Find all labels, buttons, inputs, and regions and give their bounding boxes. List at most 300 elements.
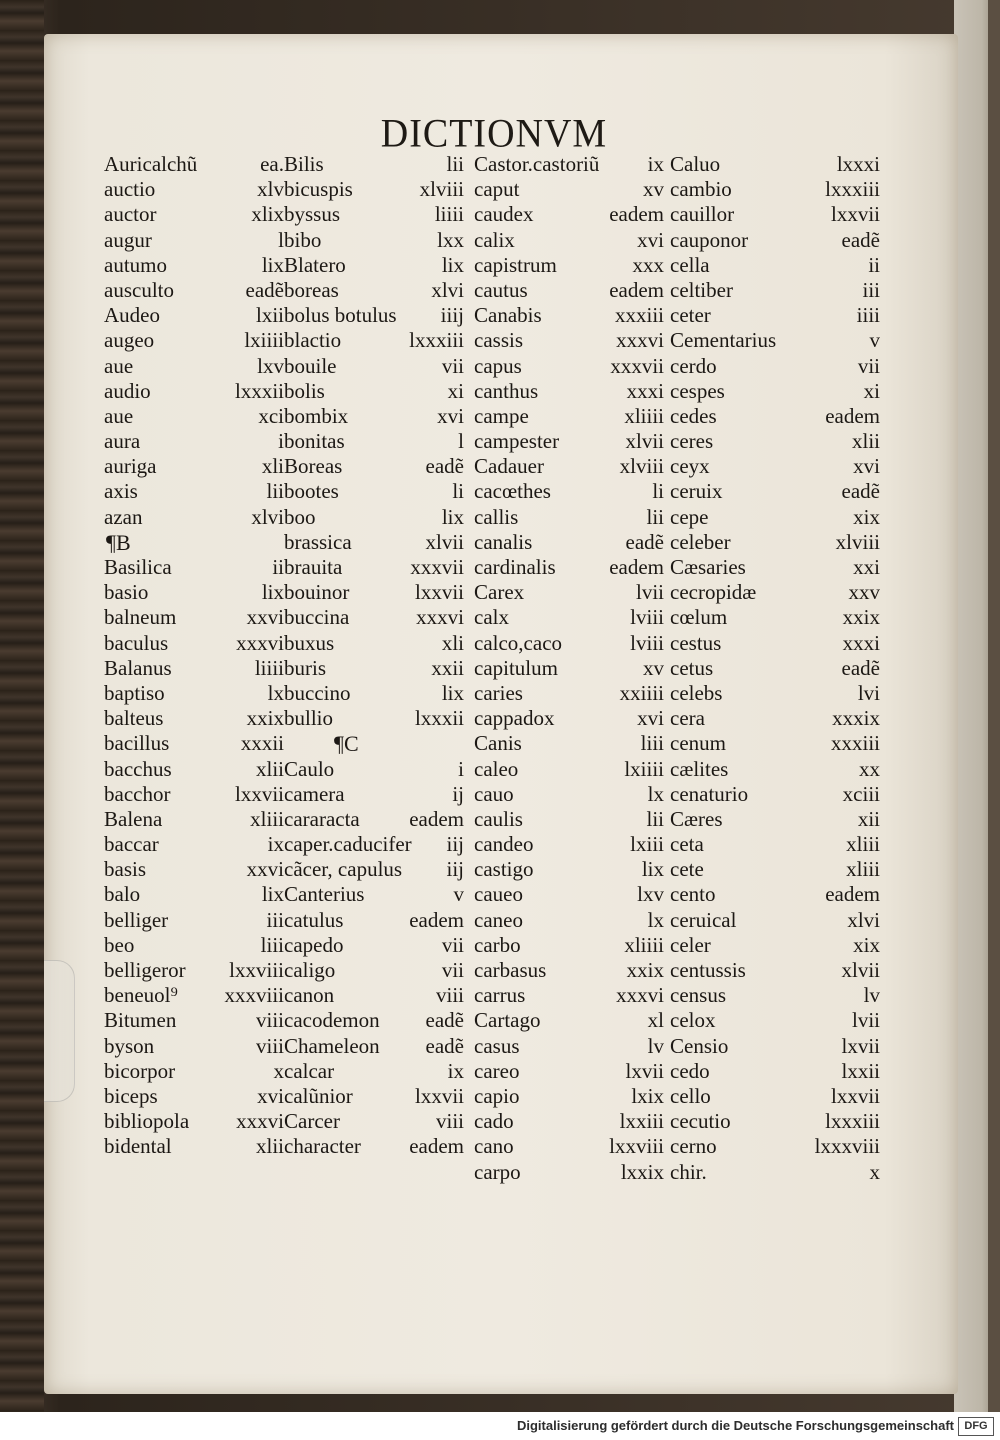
- entry-reference: viii: [435, 1109, 464, 1134]
- entry-reference: lxvii: [841, 1033, 880, 1058]
- entry-reference: l: [458, 429, 464, 454]
- entry-word: capus: [474, 353, 522, 378]
- entry-reference: xlii: [851, 429, 880, 454]
- index-entry: [670, 379, 880, 404]
- index-entry: [670, 328, 880, 353]
- entry-reference: xvi: [257, 1083, 284, 1108]
- entry-reference: eadem: [409, 907, 464, 932]
- entry-reference: lii: [446, 152, 464, 176]
- entry-reference: xxx: [632, 252, 664, 277]
- entry-reference: xliii: [846, 857, 880, 882]
- entry-reference: lxxix: [620, 1159, 664, 1184]
- entry-word: cœlum: [670, 605, 728, 630]
- index-entry: [474, 1109, 664, 1134]
- entry-reference: lix: [441, 252, 464, 277]
- entry-reference: lv: [647, 1033, 664, 1058]
- entry-word: beo: [104, 932, 135, 957]
- index-entry: [670, 782, 880, 807]
- entry-word: boreas: [284, 277, 339, 302]
- index-entry: [474, 958, 664, 983]
- entry-reference: xxvi: [246, 857, 284, 882]
- entry-reference: lxxvii: [830, 202, 880, 227]
- entry-word: capitulum: [474, 655, 558, 680]
- facing-page-edge: [954, 0, 1000, 1412]
- entry-reference: li: [452, 479, 464, 504]
- index-entry: [670, 530, 880, 555]
- index-entry: [104, 832, 284, 857]
- index-entry: [670, 354, 880, 379]
- index-entry: [284, 857, 464, 882]
- entry-reference: xix: [853, 504, 880, 529]
- entry-word: augur: [104, 227, 152, 252]
- entry-word: candeo: [474, 832, 534, 857]
- index-entry: [284, 706, 464, 731]
- entry-reference: xxix: [626, 958, 664, 982]
- entry-reference: vii: [441, 353, 464, 378]
- entry-reference: xl: [647, 1008, 664, 1033]
- entry-reference: iii: [862, 277, 880, 302]
- index-entry: [474, 807, 664, 832]
- index-entry: [670, 1134, 880, 1159]
- entry-word: brassica: [284, 529, 352, 554]
- entry-word: caper.caducifer: [284, 832, 412, 857]
- entry-word: caligo: [284, 958, 336, 982]
- index-entry: [104, 530, 284, 555]
- entry-word: balteus: [104, 706, 164, 731]
- index-entry: [104, 656, 284, 681]
- entry-word: Blatero: [284, 252, 346, 277]
- entry-word: auctor: [104, 202, 157, 227]
- index-entry: [670, 958, 880, 983]
- index-entry: [284, 454, 464, 479]
- entry-word: calũnior: [284, 1083, 353, 1108]
- index-entry: [284, 807, 464, 832]
- entry-reference: lv: [863, 983, 880, 1008]
- dfg-logo: DFG: [958, 1417, 994, 1436]
- index-entry: [284, 253, 464, 278]
- entry-reference: lvii: [635, 580, 664, 605]
- entry-word: ceruical: [670, 907, 737, 932]
- index-entry: [474, 782, 664, 807]
- entry-word: aue: [104, 403, 134, 428]
- entry-reference: lxxviii: [609, 1134, 664, 1159]
- entry-word: balo: [104, 882, 141, 907]
- entry-reference: lii: [646, 806, 664, 831]
- entry-reference: lxxiii: [619, 1109, 664, 1134]
- entry-word: biceps: [104, 1083, 158, 1108]
- entry-reference: xlvii: [425, 529, 464, 554]
- entry-reference: xxxix: [832, 706, 880, 731]
- index-entry: [104, 1059, 284, 1084]
- index-entry: [670, 807, 880, 832]
- entry-reference: eadem: [409, 1134, 464, 1159]
- index-columns: [104, 152, 884, 1232]
- entry-reference: xx: [859, 756, 880, 781]
- entry-reference: ij: [452, 781, 464, 806]
- entry-word: brauita: [284, 555, 343, 579]
- entry-reference: xi: [863, 378, 880, 403]
- entry-reference: li: [652, 479, 664, 504]
- entry-word: cerdo: [670, 353, 717, 378]
- entry-reference: xxxiii: [830, 731, 880, 756]
- index-entry: [104, 278, 284, 303]
- entry-word: Canis: [474, 731, 522, 756]
- entry-word: bolus botulus: [284, 303, 397, 328]
- entry-word: Bitumen: [104, 1008, 177, 1033]
- index-entry: [474, 1034, 664, 1059]
- entry-word: bidental: [104, 1134, 172, 1159]
- index-entry: [474, 580, 664, 605]
- entry-reference: xvi: [437, 403, 464, 428]
- entry-reference: xxxii: [240, 731, 284, 756]
- entry-word: bonitas: [284, 429, 345, 454]
- entry-reference: lxxvii: [414, 1083, 464, 1108]
- entry-reference: xlvi: [431, 277, 464, 302]
- index-entry: [284, 530, 464, 555]
- entry-word: bacchus: [104, 756, 172, 781]
- entry-word: cado: [474, 1109, 514, 1134]
- entry-reference: lx: [267, 680, 284, 705]
- index-entry: [670, 228, 880, 253]
- index-entry: [670, 253, 880, 278]
- entry-reference: liii: [260, 932, 284, 957]
- entry-reference: xxix: [842, 605, 880, 630]
- index-entry: [474, 656, 664, 681]
- entry-reference: xv: [643, 177, 664, 202]
- index-entry: [104, 1109, 284, 1134]
- index-entry: [104, 1034, 284, 1059]
- entry-word: campester: [474, 429, 560, 454]
- entry-reference: xxxiii: [614, 303, 664, 328]
- index-entry: [104, 882, 284, 907]
- entry-reference: lii: [266, 479, 284, 504]
- index-column-4: [670, 152, 880, 1185]
- index-entry: [670, 505, 880, 530]
- entry-word: centussis: [670, 958, 746, 982]
- entry-word: carbasus: [474, 958, 547, 982]
- entry-reference: lxiiii: [244, 328, 284, 353]
- entry-word: bacillus: [104, 731, 170, 756]
- index-entry: [474, 253, 664, 278]
- entry-word: buccino: [284, 680, 351, 705]
- entry-word: Cæsaries: [670, 555, 746, 579]
- entry-word: caudex: [474, 202, 534, 227]
- entry-word: baccar: [104, 832, 159, 857]
- entry-reference: xlv: [257, 177, 284, 202]
- entry-reference: xvi: [853, 454, 880, 479]
- entry-reference: xxvi: [246, 605, 284, 630]
- index-entry: [284, 983, 464, 1008]
- entry-word: Carcer: [284, 1109, 340, 1134]
- entry-word: ceres: [670, 429, 714, 454]
- entry-reference: xxxvi: [616, 983, 664, 1008]
- entry-reference: l: [278, 227, 284, 252]
- entry-word: capedo: [284, 932, 344, 957]
- entry-reference: xxxvi: [616, 328, 664, 353]
- entry-word: cauo: [474, 781, 514, 806]
- index-entry: [284, 782, 464, 807]
- entry-reference: vii: [441, 958, 464, 982]
- index-entry: [104, 505, 284, 530]
- index-entry: [670, 454, 880, 479]
- entry-reference: xxix: [246, 706, 284, 731]
- entry-word: byssus: [284, 202, 341, 227]
- entry-word: baptiso: [104, 680, 165, 705]
- entry-reference: lix: [261, 580, 284, 605]
- index-entry: [104, 1134, 284, 1159]
- index-entry: [284, 908, 464, 933]
- index-entry: [474, 1134, 664, 1159]
- entry-reference: xxxvi: [236, 1109, 284, 1134]
- index-entry: [104, 354, 284, 379]
- entry-reference: lxxvii: [234, 781, 284, 806]
- entry-word: basio: [104, 580, 149, 605]
- entry-word: azan: [104, 504, 143, 529]
- index-entry: [284, 404, 464, 429]
- index-entry: [670, 933, 880, 958]
- entry-word: castigo: [474, 857, 534, 882]
- index-entry: [284, 555, 464, 580]
- index-entry: [670, 656, 880, 681]
- entry-word: baculus: [104, 630, 169, 655]
- index-entry: [104, 908, 284, 933]
- index-entry: [474, 530, 664, 555]
- entry-word: bullio: [284, 706, 334, 731]
- entry-reference: eadẽ: [425, 1008, 464, 1033]
- entry-word: cecutio: [670, 1109, 731, 1134]
- entry-word: Cadauer: [474, 454, 544, 479]
- index-entry: [474, 832, 664, 857]
- entry-word: cedo: [670, 1058, 710, 1083]
- entry-reference: xvi: [637, 227, 664, 252]
- index-entry: [474, 1008, 664, 1033]
- entry-word: calx: [474, 605, 509, 630]
- entry-reference: ix: [267, 832, 284, 857]
- entry-reference: iij: [446, 857, 464, 882]
- entry-reference: xliiii: [624, 403, 664, 428]
- index-entry: [284, 202, 464, 227]
- entry-word: capistrum: [474, 252, 557, 277]
- entry-reference: ea.: [260, 152, 284, 176]
- entry-word: buxus: [284, 630, 335, 655]
- index-entry: [474, 1084, 664, 1109]
- entry-reference: lxxxii: [414, 706, 464, 731]
- entry-word: Boreas: [284, 454, 343, 479]
- index-entry: [284, 505, 464, 530]
- entry-word: Censio: [670, 1033, 729, 1058]
- entry-reference: vii: [857, 353, 880, 378]
- index-entry: [474, 454, 664, 479]
- entry-word: cepe: [670, 504, 709, 529]
- entry-word: carpo: [474, 1159, 521, 1184]
- index-entry: [670, 1034, 880, 1059]
- entry-reference: xlvi: [251, 504, 284, 529]
- entry-reference: lxii: [255, 303, 284, 328]
- index-entry: [670, 1160, 880, 1185]
- index-entry: [104, 580, 284, 605]
- entry-reference: xxi: [853, 555, 880, 579]
- entry-reference: lxiiii: [624, 756, 664, 781]
- index-entry: [284, 328, 464, 353]
- index-entry: [284, 152, 464, 177]
- entry-word: bibo: [284, 227, 322, 252]
- entry-word: cambio: [670, 177, 732, 202]
- binding-board: [0, 0, 44, 1412]
- entry-word: Cartago: [474, 1008, 541, 1033]
- entry-word: buccina: [284, 605, 350, 630]
- entry-word: auctio: [104, 177, 156, 202]
- index-entry: [284, 429, 464, 454]
- entry-word: celtiber: [670, 277, 733, 302]
- entry-word: cestus: [670, 630, 722, 655]
- entry-word: Canterius: [284, 882, 365, 907]
- index-entry: [284, 1084, 464, 1109]
- entry-reference: liii: [640, 731, 664, 756]
- index-entry: [474, 731, 664, 756]
- index-entry: [284, 1034, 464, 1059]
- entry-reference: xii: [857, 806, 880, 831]
- index-entry: [284, 832, 464, 857]
- index-entry: [474, 757, 664, 782]
- entry-reference: lix: [441, 504, 464, 529]
- entry-reference: lix: [641, 857, 664, 882]
- index-entry: [284, 882, 464, 907]
- index-entry: [670, 303, 880, 328]
- entry-reference: lxxxiii: [409, 328, 464, 353]
- index-entry: [284, 278, 464, 303]
- entry-word: caneo: [474, 907, 523, 932]
- entry-word: augeo: [104, 328, 155, 353]
- index-entry: [284, 731, 464, 756]
- entry-word: bolis: [284, 378, 325, 403]
- entry-word: celox: [670, 1008, 716, 1033]
- entry-word: aue: [104, 353, 134, 378]
- index-entry: [670, 631, 880, 656]
- entry-reference: lxv: [257, 353, 284, 378]
- entry-word: axis: [104, 479, 138, 504]
- entry-word: basis: [104, 857, 146, 882]
- index-entry: [104, 328, 284, 353]
- entry-word: aura: [104, 429, 141, 454]
- index-entry: [284, 933, 464, 958]
- entry-reference: xlii: [255, 1134, 284, 1159]
- entry-reference: eadẽ: [841, 479, 880, 504]
- entry-reference: xxii: [431, 655, 464, 680]
- index-entry: [284, 605, 464, 630]
- entry-reference: eadẽ: [425, 1033, 464, 1058]
- index-entry: [104, 731, 284, 756]
- index-entry: [670, 555, 880, 580]
- entry-word: callis: [474, 504, 519, 529]
- entry-word: catulus: [284, 907, 344, 932]
- index-entry: [474, 379, 664, 404]
- index-entry: [474, 983, 664, 1008]
- index-entry: [474, 706, 664, 731]
- entry-reference: xlviii: [619, 454, 664, 479]
- entry-word: calcar: [284, 1058, 335, 1083]
- entry-reference: lviii: [630, 605, 664, 630]
- entry-word: bacchor: [104, 781, 171, 806]
- entry-reference: xxxi: [626, 378, 664, 403]
- index-entry: [474, 404, 664, 429]
- index-entry: [284, 1109, 464, 1134]
- entry-word: caueo: [474, 882, 523, 907]
- entry-reference: liiii: [434, 202, 464, 227]
- entry-word: beneuol⁹: [104, 983, 178, 1008]
- index-entry: [670, 605, 880, 630]
- index-entry: [474, 429, 664, 454]
- entry-reference: eadẽ: [425, 454, 464, 479]
- entry-word: bicorpor: [104, 1058, 176, 1083]
- index-entry: [670, 1059, 880, 1084]
- index-entry: [474, 328, 664, 353]
- entry-word: calix: [474, 227, 515, 252]
- entry-word: cælites: [670, 756, 729, 781]
- entry-reference: lxxii: [841, 1058, 880, 1083]
- entry-word: Castor.castoriũ: [474, 152, 600, 176]
- entry-word: Canabis: [474, 303, 542, 328]
- entry-word: ceyx: [670, 454, 710, 479]
- entry-reference: v: [453, 882, 464, 907]
- entry-word: cella: [670, 252, 710, 277]
- entry-word: cento: [670, 882, 716, 907]
- entry-reference: xxiiii: [619, 680, 664, 705]
- index-entry: [670, 908, 880, 933]
- index-entry: [474, 555, 664, 580]
- entry-reference: xlii: [255, 756, 284, 781]
- entry-word: camera: [284, 781, 345, 806]
- index-entry: [670, 983, 880, 1008]
- entry-word: buris: [284, 655, 326, 680]
- entry-reference: xliii: [250, 806, 284, 831]
- index-entry: [284, 479, 464, 504]
- entry-reference: iij: [446, 832, 464, 857]
- entry-reference: lviii: [630, 630, 664, 655]
- entry-reference: xxxvii: [410, 555, 464, 579]
- entry-reference: xciii: [842, 781, 880, 806]
- entry-word: cenaturio: [670, 781, 749, 806]
- entry-word: cauillor: [670, 202, 735, 227]
- index-entry: [474, 505, 664, 530]
- entry-reference: ix: [647, 152, 664, 176]
- entry-reference: lxxxiii: [825, 177, 880, 202]
- index-entry: [104, 782, 284, 807]
- entry-reference: xli: [261, 454, 284, 479]
- index-entry: [104, 857, 284, 882]
- entry-word: careo: [474, 1058, 520, 1083]
- entry-word: carrus: [474, 983, 526, 1008]
- entry-word: ceta: [670, 832, 704, 857]
- entry-reference: viii: [435, 983, 464, 1008]
- index-entry: [104, 429, 284, 454]
- entry-word: celer: [670, 932, 711, 957]
- index-entry: [474, 933, 664, 958]
- entry-word: cerno: [670, 1134, 717, 1159]
- entry-reference: xlvii: [625, 429, 664, 454]
- entry-reference: eadẽ: [245, 277, 284, 302]
- entry-reference: xli: [441, 630, 464, 655]
- entry-word: Chameleon: [284, 1033, 380, 1058]
- entry-reference: xv: [643, 655, 664, 680]
- index-entry: [104, 933, 284, 958]
- entry-reference: eadẽ: [625, 529, 664, 554]
- entry-reference: liiii: [254, 655, 284, 680]
- entry-word: Auricalchũ: [104, 152, 198, 176]
- entry-reference: iii: [266, 907, 284, 932]
- entry-reference: xvi: [637, 706, 664, 731]
- entry-reference: xxxviii: [224, 983, 284, 1008]
- entry-reference: lix: [261, 252, 284, 277]
